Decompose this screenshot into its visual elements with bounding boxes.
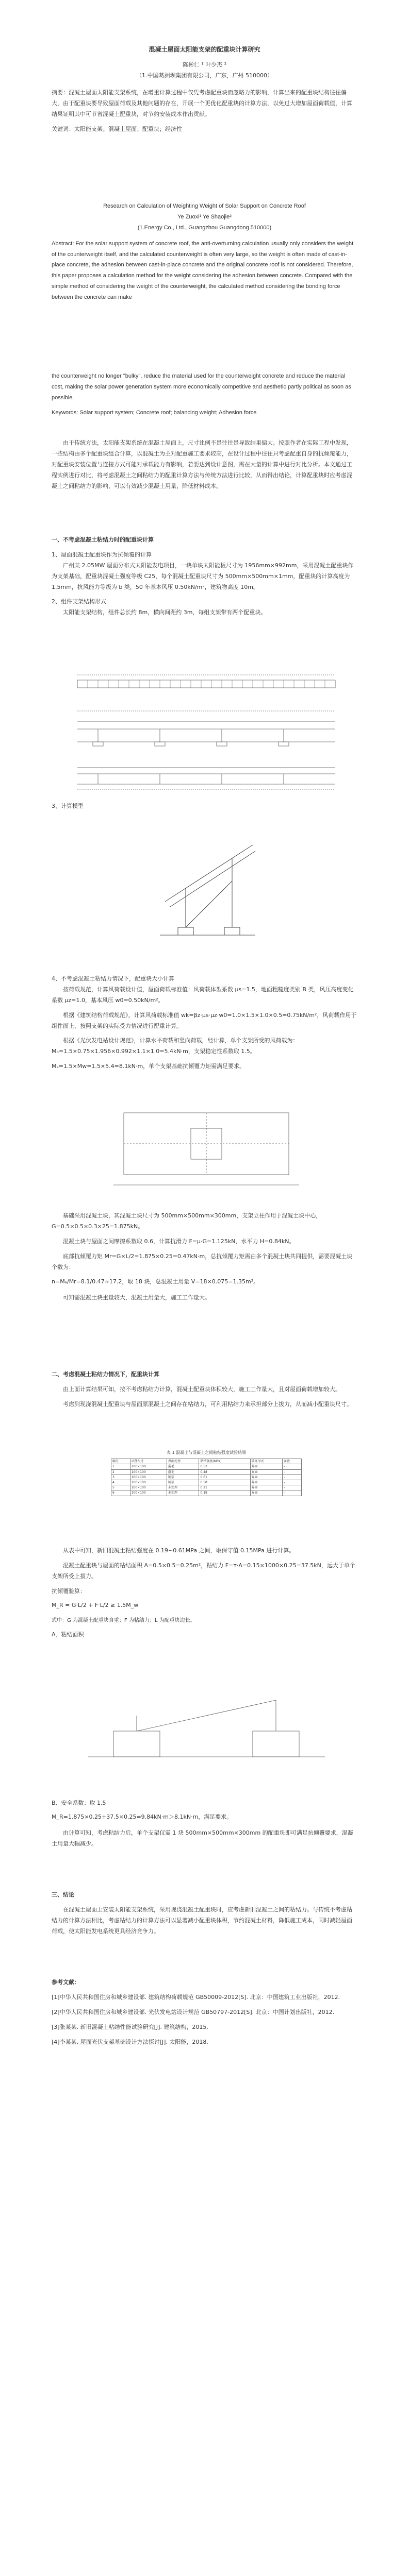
section-3 (52, 1886, 357, 1941)
table-cell: 界面 (250, 1480, 283, 1485)
english-authors: Ye Zuoxi¹ Ye Shaojie² (177, 213, 232, 220)
english-affiliation: (1.Energy Co., Ltd., Guangzhou Guangdong 510000) (137, 224, 272, 231)
table-caption: 表 1 混凝土与混凝土之间粘结强度试验结果 (166, 1450, 247, 1455)
section-2-cont-2 (52, 1798, 357, 1854)
table-cell: 100×100 (130, 1464, 167, 1469)
table-cell: 凿毛 (167, 1464, 199, 1469)
table-cell: - (283, 1469, 302, 1475)
table-cell: 凿毛 (167, 1469, 199, 1475)
subsection-1-3 (52, 801, 357, 812)
table-cell: 5 (111, 1485, 130, 1490)
table-row (111, 1469, 302, 1475)
section-3-heading: 三、结论 (52, 1891, 74, 1898)
table-cell: 未处理 (167, 1485, 199, 1490)
table-cell: 0.52 (199, 1464, 250, 1469)
section-1-heading: 一、不考虑混凝土粘结力时的配重块计算 (52, 536, 154, 543)
table-cell: 备注 (283, 1459, 302, 1464)
calc-result: M_R=1.875×0.25+37.5×0.25=9.84kN·m＞8.1kN·m，满足要求。 (52, 1813, 233, 1820)
foundation-figure (103, 1092, 309, 1195)
english-title: Research on Calculation of Weighting Weight of Solar Support on Concrete Roof (103, 203, 306, 209)
subsection-1-5-text-3: 底部抗倾覆力矩 Mr=G×L/2=1.875×0.25=0.47kN·m，总抗倾覆力矩需由多个混凝土块共同提供，需要混凝土块个数为： (52, 1252, 353, 1270)
table-cell: 未处理 (167, 1490, 199, 1496)
paper-affiliation: （1.中国葛洲坝集团有限公司，广东，广州 510000） (136, 72, 273, 79)
intro-section (52, 438, 357, 496)
table-row (111, 1480, 302, 1485)
paper-title: 混凝土屋面太阳能支架的配重块计算研究 (149, 46, 260, 53)
subsection-1-4 (52, 974, 357, 1077)
subsection-1-2-text: 太阳能支架结构，组件总长约 8m，横向间距约 3m，每组支架带有两个配重块。 (63, 609, 267, 616)
table-cell: 界面 (250, 1469, 283, 1475)
table-cell: - (283, 1480, 302, 1485)
item-b: B、安全系数：取 1.5 (52, 1800, 106, 1806)
table-cell: 编号 (111, 1459, 130, 1464)
keywords-en: Keywords: Solar support system; Concrete roof; balancing weight; Adhesion force (52, 409, 257, 416)
table-cell: 0.61 (199, 1475, 250, 1480)
table-cell: 100×100 (130, 1480, 167, 1485)
table-row (111, 1485, 302, 1490)
abstract-en-text-2: the counterweight no longer "bulky", reduce the material used for the counterweight concrete and reduce the material cost, making the solar power generation system more economically competitive and aesthetic partly political as soon as possible. (52, 373, 351, 401)
reference-item: [3]张某某. 新旧混凝土粘结性能试验研究[J]. 建筑结构，2015. (52, 2023, 208, 2030)
table-cell: - (283, 1464, 302, 1469)
bond-strength-table-figure (111, 1448, 302, 1496)
section-3-text: 在混凝土屋面上安装太阳能支架系统，采用现浇混凝土配重块时，应考虑新旧混凝土之间的粘结力。与传统不考虑粘结力的计算方法相比，考虑粘结力的计算方法可以显著减小配重块体积，节约混凝土材料，降低施工成本，同时减轻屋面荷载，使太阳能发电系统更具经济竞争力。 (52, 1906, 352, 1935)
intro-paragraph: 由于传统方法，太阳能支架系统在混凝土屋面上，尺寸比例不是往往是导致结果偏大。按照作者在实际工程中发现，一些结构由多个配重块组合计算，以混凝土为主对配重施工要求较高，在设计过程中往往只考虑配重自身的抗倾覆能力，对配重块安装位置与连接方式可能对承载能力有影响，若要达到设计意图，需在大量的计算中进行对比分析。本文通过工程实例进行对比，将考虑混凝土之间粘结力的配重计算方法与传统方法进行比较，从而得出结论，计算配重块时应考虑混凝土之间粘结力的影响，可以有效减少混凝土用量，降低材料成本。 (52, 439, 352, 489)
table-row (111, 1464, 302, 1469)
section-2-heading: 二、考虑混凝土粘结力情况下，配重块计算 (52, 1371, 159, 1378)
formula-main: M_R = G·L/2 + F·L/2 ≥ 1.5M_w (52, 1601, 139, 1608)
table-cell: 1 (111, 1464, 130, 1469)
section-2-text-5: 由计算可知，考虑粘结力后，单个支架仅需 1 块 500mm×500mm×300mm 的配重块即可满足抗倾覆要求，混凝土用量大幅减少。 (52, 1829, 353, 1847)
table-cell: 2 (111, 1469, 130, 1475)
table-cell: - (283, 1490, 302, 1496)
subsection-1-5 (52, 1211, 357, 1308)
subsection-1-1-text: 广州某 2.05MW 屋面分布式太阳能发电项目，一块单块太阳能板尺寸为 1956mm×992mm，采用混凝土配重块作为支架基础，配重块混凝土强度等级 C25，每个混凝土配重块尺寸为 500mm×500mm×1mm，配重块的计算高度为 1.5mm，抗风能力等级为 b 类，50 年基本风压 0.50kN/m²，建筑物高度 10m。 (52, 562, 354, 590)
table-cell: 0.19 (199, 1490, 250, 1496)
table-row (111, 1459, 302, 1464)
subsection-1-5-text-4: 可知需混凝土块重量较大，混凝土用量大，施工工作量大。 (63, 1294, 210, 1301)
table-cell: 100×100 (130, 1485, 167, 1490)
subsection-1-4-text-2: 根据《建筑结构荷载规范》，计算风荷载标准值 wk=βz·μs·μz·w0=1.0×1.5×1.0×0.5=0.75kN/m²，风荷载作用于组件面上，按照支架的实际受力情况进行配重计算。 (52, 1011, 357, 1029)
table-cell: 刷浆 (167, 1475, 199, 1480)
section-2-text-1: 由上面计算结果可知，按不考虑粘结力计算，混凝土配重块体积较大，施工工作量大，且对屋面荷载增加较大。 (63, 1385, 341, 1393)
foundation-drawing (103, 1092, 309, 1195)
table-cell: 试件尺寸 (130, 1459, 167, 1464)
subsection-1-4-formula: Mₐ=1.5×Mw=1.5×5.4=8.1kN·m，单个支架基础抗倾覆力矩需满足要求。 (52, 1063, 246, 1070)
section-2-text-4: 混凝土配重块与屋面的粘结面积 A=0.5×0.5=0.25m²，粘结力 F=τ·A=0.15×1000×0.25=37.5kN，远大于单个支架所受上拔力。 (52, 1562, 355, 1580)
abstract-cn (52, 88, 357, 139)
subsection-1-5-formula: n=Mₐ/Mr=8.1/0.47≈17.2，取 18 块，总混凝土用量 V=18×0.075=1.35m³。 (52, 1278, 259, 1285)
table-cell: - (283, 1475, 302, 1480)
bond-strength-table (111, 1459, 302, 1496)
reference-item: [1]中华人民共和国住房和城乡建设部. 建筑结构荷载规范 GB50009-2012[S]. 北京：中国建筑工业出版社，2012. (52, 1993, 340, 2001)
table-cell: 0.58 (199, 1480, 250, 1485)
calc-model-drawing (155, 824, 258, 943)
references (52, 1973, 357, 2052)
table-cell: 刷浆 (167, 1480, 199, 1485)
table-cell: 4 (111, 1480, 130, 1485)
abstract-en (52, 201, 357, 307)
formula-where: 式中：G 为混凝土配重块自重；F 为粘结力；L 为配重块边长。 (52, 1618, 195, 1624)
table-cell: - (283, 1485, 302, 1490)
subsection-1-5-text-1: 基础采用混凝土块，其混凝土块尺寸为 500mm×500mm×300mm，支架立柱作用于混凝土块中心，G=0.5×0.5×0.3×25=1.875kN。 (52, 1212, 322, 1230)
subsection-1-3-heading: 3、计算模型 (52, 803, 84, 809)
table-cell: 界面 (250, 1490, 283, 1496)
references-heading: 参考文献： (52, 1979, 80, 1986)
table-cell: 100×100 (130, 1475, 167, 1480)
section-2-cont (52, 1546, 357, 1640)
table-cell: 0.48 (199, 1469, 250, 1475)
subsection-1-4-heading: 4、不考虑混凝土粘结力情况下，配重块大小计算 (52, 975, 174, 982)
reference-item: [4]李某某. 屋面光伏支架基础设计方法探讨[J]. 太阳能，2018. (52, 2038, 208, 2045)
keywords-cn: 关键词：太阳能支架；混凝土屋面；配重块；经济性 (52, 125, 182, 132)
bond-area-drawing (83, 1685, 330, 1777)
table-cell: 3 (111, 1475, 130, 1480)
item-a: A、粘结面积 (52, 1631, 84, 1638)
subsection-1-1-heading: 1、屋面混凝土配重块作为抗倾覆的计算 (52, 551, 152, 558)
table-cell: 界面 (250, 1485, 283, 1490)
table-cell: 100×100 (130, 1490, 167, 1496)
table-row (111, 1475, 302, 1480)
table-cell: 0.21 (199, 1485, 250, 1490)
calc-model-figure (155, 824, 258, 943)
table-cell: 界面处理 (167, 1459, 199, 1464)
table-cell: 粘结强度(MPa) (199, 1459, 250, 1464)
formula-label: 抗倾覆验算： (52, 1587, 86, 1595)
section-2-text-3: 从表中可知，新旧混凝土粘结强度在 0.19~0.61MPa 之间，取保守值 0.15MPa 进行计算。 (63, 1547, 295, 1554)
reference-item: [2]中华人民共和国住房和城乡建设部. 光伏发电站设计规范 GB50797-2012[S]. 北京：中国计划出版社，2012. (52, 2008, 335, 2015)
table-cell: 6 (111, 1490, 130, 1496)
table-cell: 界面 (250, 1475, 283, 1480)
abstract-en-text-1: Abstract: For the solar support system of concrete roof, the anti-overturning calculation usually only considers the weight of the counterweight itself, and the calculated counterweight is often very large, so the weight is often made of cast-in-place concrete, the adhesion between cast-in-place concrete and the original concrete roof is not considered. Therefore, this paper proposes a calculation method for the weight considering the adhesion between concrete. Compared with the simple method of considering the weight of the counterweight, the calculated method considering the bonding force between the concrete can make (52, 240, 354, 301)
table-cell: 界面 (250, 1464, 283, 1469)
bond-area-figure (83, 1685, 330, 1777)
abstract-en-cont (52, 371, 357, 422)
structure-drawing (67, 665, 346, 793)
subsection-1-4-text-1: 按荷载规范，计算风荷载设计值，屋面荷载标准值：风荷载体型系数 μs=1.5，地面粗糙度类别 B 类，风压高度变化系数 μz=1.0，基本风压 w0=0.50kN/m²。 (52, 986, 354, 1004)
subsection-1-4-text-3: 根据《光伏发电站设计规范》，计算水平荷载和竖向荷载，经计算，单个支架所受的风荷载为：Mₒ=1.5×0.75×1.956×0.992×1.1×1.0=5.4kN·m，支架稳定性系数取 1.5。 (52, 1037, 299, 1055)
title-block (52, 44, 357, 81)
table-row (111, 1490, 302, 1496)
paper-authors: 陈彬仁 ¹ 叶少杰 ² (182, 61, 227, 68)
section-1 (52, 531, 357, 622)
section-2 (52, 1365, 357, 1414)
subsection-1-2-heading: 2、组件支架结构形式 (52, 598, 106, 605)
structure-drawing-figure (67, 665, 346, 793)
subsection-1-5-text-2: 混凝土块与屋面之间摩擦系数取 0.6，计算抗滑力 F=μ·G=1.125kN，水平力 H=0.84kN。 (63, 1238, 295, 1245)
table-cell: 破坏形式 (250, 1459, 283, 1464)
table-cell: 100×100 (130, 1469, 167, 1475)
abstract-cn-text: 摘要：混凝土屋面太阳能支架系统，在增重计算过程中仅凭考虑配重块而忽略力的影响，计算出来的配重块结构往往偏大，由于配重块要导致屋面荷载及其他问题的存在，开展一个更优化配重块的计算方法，以免过大增加屋面荷载值，计算结果证明其中可节省混凝土配重块，对节约安装成本作出贡献。 (52, 89, 352, 117)
section-2-text-2: 考虑到现浇混凝土配重块与屋面原混凝土之间存在粘结力，可利用粘结力来承担部分上拔力，从而减小配重块尺寸。 (63, 1400, 352, 1408)
